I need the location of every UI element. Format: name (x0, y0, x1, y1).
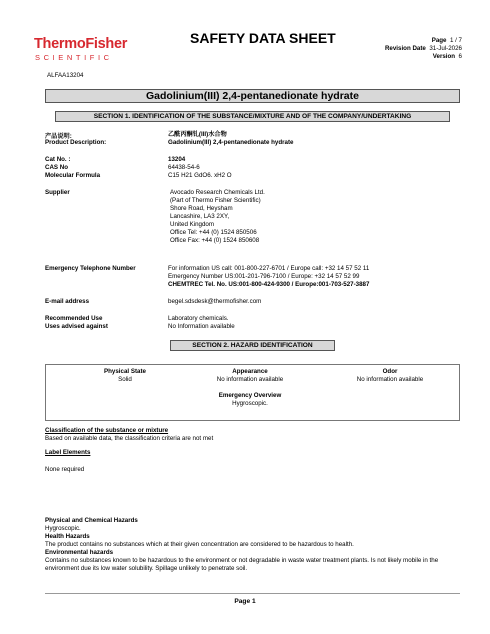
emergency-overview (190, 392, 310, 408)
cas-label: CAS No (45, 164, 69, 171)
cn-label: 产品说明: (45, 133, 72, 140)
env-label: Environmental hazards (45, 549, 114, 556)
cn-value: 乙酰丙酮钆(III)水合物 (168, 131, 227, 138)
product-name-band: Gadolinium(III) 2,4-pentanedionate hydrate (45, 89, 460, 103)
revision-meta (385, 37, 462, 61)
supplier-line: Lancashire, LA3 2XY, (170, 213, 230, 220)
physical-state-label: Physical State (104, 368, 146, 375)
health-label: Health Hazards (45, 533, 90, 540)
section2-heading: SECTION 2. HAZARD IDENTIFICATION (170, 340, 335, 351)
footer-page-number: Page 1 (234, 598, 256, 605)
physical-state-value: Solid (118, 376, 132, 383)
cat-label: Cat No. : (45, 156, 71, 163)
section1-heading: SECTION 1. IDENTIFICATION OF THE SUBSTANCE/MIXTURE AND OF THE COMPANY/UNDERTAKING (55, 111, 450, 122)
version-value: 6 (458, 53, 462, 60)
formula-value: C15 H21 GdO6. xH2 O (168, 172, 232, 179)
emergency-line-2: Emergency Number US:001-201-796-7100 / Europe: +32 14 57 52 99 (168, 273, 360, 280)
emergency-overview-label: Emergency Overview (218, 392, 282, 399)
uses-against-value: No Information available (168, 323, 235, 330)
odor-value: No information available (356, 376, 424, 383)
supplier-line: Avocado Research Chemicals Ltd. (170, 189, 265, 196)
recommended-use-value: Laboratory chemicals. (168, 315, 229, 322)
appearance-label: Appearance (232, 368, 268, 375)
appearance (190, 368, 310, 384)
supplier-line: Office Fax: +44 (0) 1524 850608 (170, 237, 260, 244)
odor-label: Odor (382, 368, 398, 375)
supplier-line: (Part of Thermo Fisher Scientific) (170, 197, 261, 204)
recommended-use-label: Recommended Use (45, 315, 103, 322)
uses-against-label: Uses advised against (45, 323, 108, 330)
emergency-info (168, 265, 369, 289)
cat-value: 13204 (168, 156, 186, 163)
label-elements-label: Label Elements (45, 449, 91, 456)
revision-value: 31-Jul-2026 (429, 45, 462, 52)
phys-chem-value: Hygroscopic. (45, 525, 81, 532)
email-label: E-mail address (45, 298, 90, 305)
classification-label: Classification of the substance or mixture (45, 427, 169, 434)
emergency-label: Emergency Telephone Number (45, 265, 136, 272)
product-desc-label: Product Description: (45, 139, 107, 146)
brand-logo-subtitle: SCIENTIFIC (35, 53, 113, 62)
cas-value: 64438-54-6 (168, 164, 200, 171)
product-desc-value: Gadolinium(III) 2,4-pentanedionate hydrate (168, 139, 294, 146)
document-title: SAFETY DATA SHEET (190, 30, 336, 46)
supplier-line: Office Tel: +44 (0) 1524 850506 (170, 229, 257, 236)
label-elements-heading (45, 449, 463, 457)
phys-chem-label: Physical and Chemical Hazards (45, 517, 138, 524)
emergency-line-3: CHEMTREC Tel. No. US:001-800-424-9300 / Europe:001-703-527-3887 (168, 281, 370, 288)
classification-value: Based on available data, the classification criteria are not met (45, 435, 214, 442)
hazards-block (45, 517, 463, 573)
classification (45, 427, 463, 443)
page-value: 1 / 7 (449, 37, 462, 44)
none-required: None required (45, 466, 85, 473)
supplier-address (170, 189, 265, 245)
supplier-line: Shore Road, Heysham (170, 205, 233, 212)
supplier-label: Supplier (45, 189, 70, 196)
emergency-line-1: For information US call: 001-800-227-6701 / Europe call: +32 14 57 52 11 (168, 265, 370, 272)
health-value: The product contains no substances which at their given concentration are considered to be hazardous to health. (45, 541, 354, 548)
emergency-overview-value: Hygroscopic. (232, 400, 268, 407)
revision-label: Revision Date (384, 45, 426, 52)
email-value[interactable]: begel.sdsdesk@thermofisher.com (168, 298, 262, 305)
formula-label: Molecular Formula (45, 172, 101, 179)
version-label: Version (432, 53, 456, 60)
footer-divider (45, 593, 460, 594)
physical-state (70, 368, 180, 384)
brand-logo: ThermoFisher (34, 36, 128, 52)
env-value: Contains no substances known to be hazardous to the environment or not degradable in waste water treatment plants. Is not likely mobile in the environment due its low water solubility. Spillage unlikely to penetrate soil. (45, 557, 439, 572)
supplier-line: United Kingdom (170, 221, 215, 228)
page-label: Page (431, 37, 447, 44)
appearance-value: No information available (216, 376, 284, 383)
doc-code: ALFAA13204 (47, 72, 84, 79)
odor (330, 368, 450, 384)
